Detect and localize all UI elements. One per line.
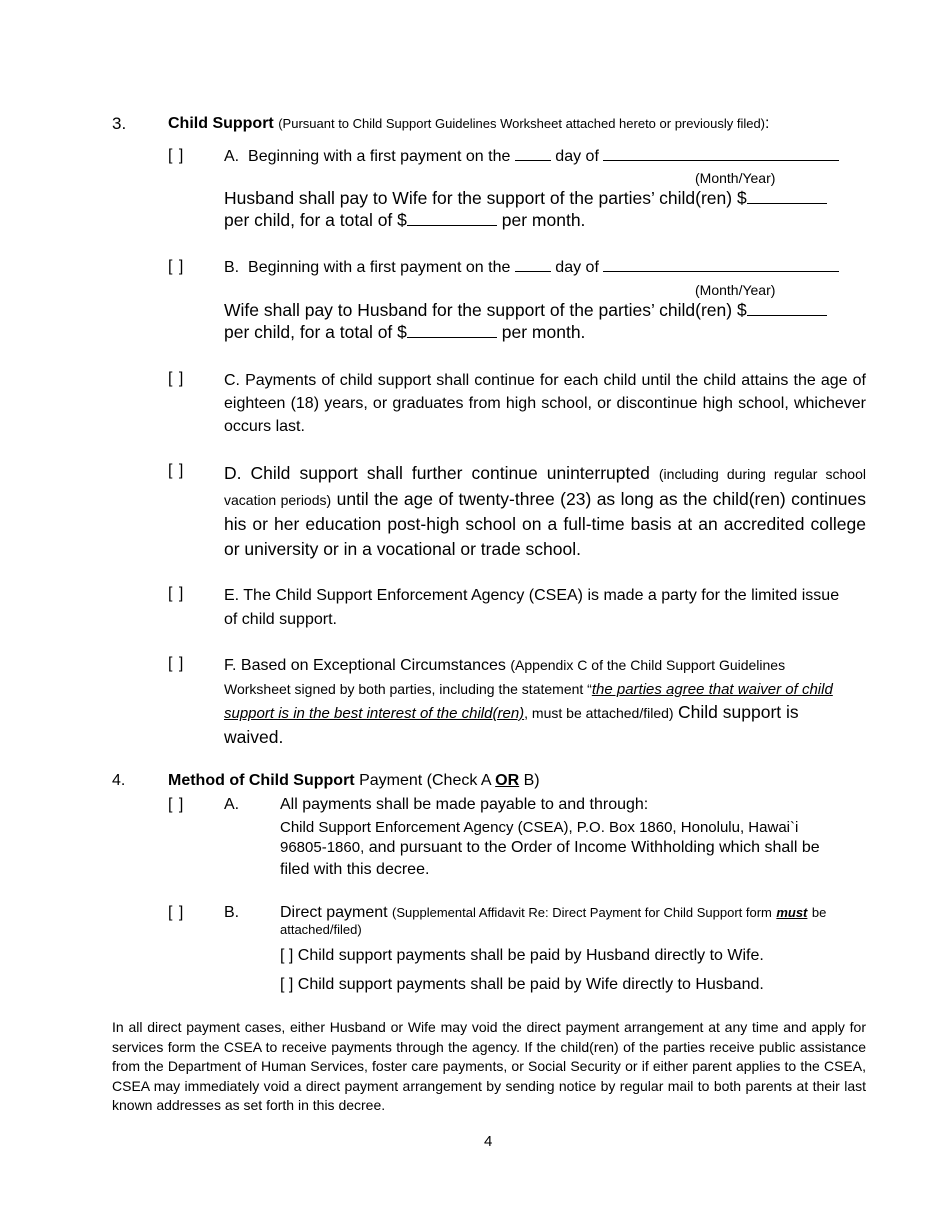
- checkbox-3f[interactable]: [ ]: [168, 655, 185, 672]
- checkbox-3b[interactable]: [ ]: [168, 258, 185, 275]
- section-3-subtitle: (Pursuant to Child Support Guidelines Worksheet attached hereto or previously filed): [278, 116, 766, 131]
- section-4-title-end: B): [523, 772, 540, 789]
- section-4-heading: [168, 772, 540, 790]
- checkbox-3e[interactable]: [ ]: [168, 585, 185, 602]
- item-3a-day-of: day of: [555, 148, 599, 165]
- item-3d-rest: until the age of twenty-three (23) as long as the child(ren) continues his or her education post-high school on a full-time basis at an accredited college or university or in a vocational or trade school.: [224, 488, 866, 559]
- item-4a-zip: 96805-1860,: [280, 839, 365, 856]
- item-3a-label: A.: [224, 148, 240, 165]
- month-year-caption-3a: (Month/Year): [695, 170, 776, 186]
- item-3a-amount-text: Husband shall pay to Wife for the support of the parties’ child(ren) $: [224, 188, 747, 208]
- checkbox-3c[interactable]: [ ]: [168, 370, 185, 387]
- total-blank-3b[interactable]: [407, 324, 497, 338]
- day-blank-3a[interactable]: [515, 147, 551, 161]
- item-3f-parenthetical: (Appendix C of the Child Support Guidelines Worksheet signed by both parties, including the statement “: [224, 657, 786, 697]
- section-3-colon: :: [765, 115, 770, 132]
- direct-payment-notice: In all direct payment cases, either Husband or Wife may void the direct payment arrangement at any time and apply for services form the CSEA to receive payments through the agency. If the child(ren) of the parties receive public assistance from the Department of Human Services, foster care payments, or Social Security or if either parent applies to the CSEA, CSEA may immediately void a direct payment arrangement by sending notice by regular mail to both parents at their last known addresses as set forth in this decree.: [112, 1019, 866, 1113]
- page-number: 4: [484, 1133, 493, 1150]
- checkbox-husband-to-wife[interactable]: [ ]: [280, 947, 294, 964]
- item-3d-text: [224, 461, 866, 561]
- item-4b-parenthetical: (Supplemental Affidavit Re: Direct Payment for Child Support form: [392, 905, 772, 920]
- section-4-number: 4.: [112, 772, 126, 789]
- item-4b-line-2: attached/filed): [280, 922, 362, 937]
- item-4a-line-2: Child Support Enforcement Agency (CSEA), P.O. Box 1860, Honolulu, Hawai`i: [280, 819, 799, 836]
- month-year-blank-3b[interactable]: [603, 258, 839, 272]
- item-3b-label: B.: [224, 259, 240, 276]
- item-3f-text: [224, 654, 854, 750]
- checkbox-4b[interactable]: [ ]: [168, 904, 185, 921]
- item-4a-line-1: All payments shall be made payable to and through:: [280, 796, 649, 813]
- checkbox-wife-to-husband[interactable]: [ ]: [280, 976, 294, 993]
- item-3a-per-month: per month.: [501, 210, 586, 230]
- item-3b-total-text: per child, for a total of $: [224, 322, 407, 342]
- month-year-caption-3b: (Month/Year): [695, 282, 776, 298]
- section-3-heading: [168, 115, 769, 133]
- item-3a-line-3: [224, 210, 585, 231]
- item-3d-parenthetical: (including during regular school vacation periods): [224, 466, 866, 508]
- total-blank-3a[interactable]: [407, 212, 497, 226]
- option-wife-to-husband: [280, 976, 764, 994]
- item-3b-amount-text: Wife shall pay to Husband for the support of the parties’ child(ren) $: [224, 300, 747, 320]
- item-4b-be: be: [811, 905, 827, 920]
- section-4-title: Method of Child Support: [168, 772, 355, 789]
- item-4a-withholding: and pursuant to the Order of Income Withholding which shall be: [368, 839, 820, 856]
- section-3-number: 3.: [112, 114, 127, 133]
- item-3f-lead: F. Based on Exceptional Circumstances: [224, 657, 506, 674]
- month-year-blank-3a[interactable]: [603, 147, 839, 161]
- checkbox-4a[interactable]: [ ]: [168, 796, 185, 813]
- item-4a-label: A.: [224, 796, 240, 813]
- amount-per-child-blank-3b[interactable]: [747, 302, 827, 316]
- day-blank-3b[interactable]: [515, 258, 551, 272]
- item-4b-line-1: [280, 904, 826, 922]
- item-4b-lead: Direct payment: [280, 904, 388, 921]
- item-4a-line-4: filed with this decree.: [280, 861, 430, 878]
- item-3a-line-2: [224, 188, 827, 209]
- item-3b-line-1: [224, 258, 839, 277]
- item-3f-parenthetical-end: , must be attached/filed): [524, 705, 674, 721]
- section-4-title-rest: Payment (Check A: [359, 772, 491, 789]
- item-3b-day-of: day of: [555, 259, 599, 276]
- option-husband-to-wife: [280, 947, 764, 965]
- item-3a-begin: Beginning with a first payment on the: [248, 148, 511, 165]
- option-wife-to-husband-label: Child support payments shall be paid by Wife directly to Husband.: [297, 976, 764, 993]
- item-3c-text: C. Payments of child support shall continue for each child until the child attains the age of eighteen (18) years, or graduates from high school, or discontinue high school, whichever occurs last.: [224, 372, 866, 435]
- amount-per-child-blank-3a[interactable]: [747, 190, 827, 204]
- item-3b-begin: Beginning with a first payment on the: [248, 259, 511, 276]
- item-3f-quote: the parties agree that waiver of child support is in the best interest of the child(ren): [224, 680, 833, 722]
- item-3b-line-2: [224, 300, 827, 321]
- checkbox-3d[interactable]: [ ]: [168, 462, 185, 479]
- item-4b-label: B.: [224, 904, 240, 921]
- checkbox-3a[interactable]: [ ]: [168, 147, 185, 164]
- option-husband-to-wife-label: Child support payments shall be paid by Husband directly to Wife.: [297, 947, 764, 964]
- item-3e-text: E. The Child Support Enforcement Agency (CSEA) is made a party for the limited issue of child support.: [224, 587, 840, 628]
- item-4a-line-3: [280, 839, 820, 857]
- item-3b-per-month: per month.: [501, 322, 586, 342]
- item-3a-total-text: per child, for a total of $: [224, 210, 407, 230]
- section-3-title: Child Support: [168, 115, 274, 132]
- item-4b-must: must: [776, 905, 808, 920]
- item-3b-line-3: [224, 322, 585, 343]
- section-4-or: OR: [495, 772, 520, 789]
- item-3f-end: Child support is waived.: [224, 702, 799, 747]
- item-3a-line-1: [224, 147, 839, 166]
- item-3d-lead: D. Child support shall further continue uninterrupted: [224, 463, 650, 483]
